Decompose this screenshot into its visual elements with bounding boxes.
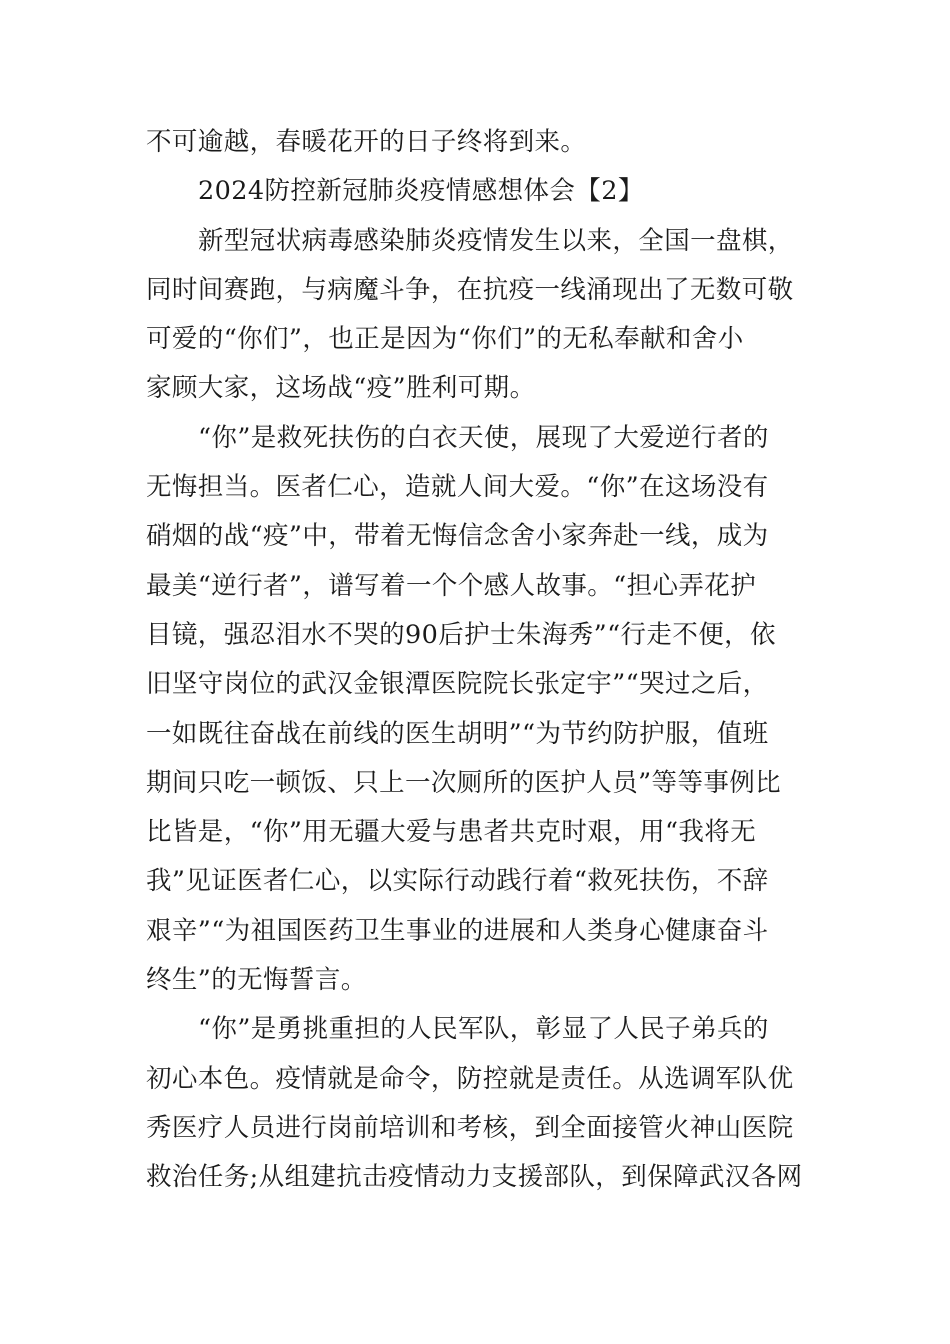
text-line: 可爱的“你们”，也正是因为“你们”的无私奉献和舍小 xyxy=(146,324,744,355)
text-line: 新型冠状病毒感染肺炎疫情发生以来，全国一盘棋， xyxy=(198,225,794,256)
text-line: 比皆是，“你”用无疆大爱与患者共克时艰，用“我将无 xyxy=(146,817,757,848)
text-line: 期间只吃一顿饭、只上一次厕所的医护人员”等等事例比 xyxy=(146,767,782,798)
text-line: “你”是救死扶伤的白衣天使，展现了大爱逆行者的 xyxy=(198,422,769,453)
text-line: 艰辛”“为祖国医药卫生事业的进展和人类身心健康奋斗 xyxy=(146,915,769,946)
text-line: 一如既往奋战在前线的医生胡明”“为节约防护服，值班 xyxy=(146,718,769,749)
text-line: 家顾大家，这场战“疫”胜利可期。 xyxy=(146,373,536,404)
text-line: 同时间赛跑，与病魔斗争，在抗疫一线涌现出了无数可敬 xyxy=(146,274,794,305)
text-line: 不可逾越，春暖花开的日子终将到来。 xyxy=(146,127,587,157)
text-line: 2024防控新冠肺炎疫情感想体会【2】 xyxy=(198,176,644,207)
text-line: 旧坚守岗位的武汉金银潭医院院长张定宇”“哭过之后， xyxy=(146,669,769,700)
text-line: 目镜，强忍泪水不哭的90后护士朱海秀”“行走不便，依 xyxy=(146,619,776,650)
text-line: 救治任务;从组建抗击疫情动力支援部队，到保障武汉各网 xyxy=(146,1162,803,1193)
text-line: 初心本色。疫情就是命令，防控就是责任。从选调军队优 xyxy=(146,1063,794,1094)
text-line: 终生”的无悔誓言。 xyxy=(146,965,367,996)
text-line: 秀医疗人员进行岗前培训和考核，到全面接管火神山医院 xyxy=(146,1112,794,1143)
text-line: 我”见证医者仁心，以实际行动践行着“救死扶伤，不辞 xyxy=(146,866,769,897)
text-line: 最美“逆行者”，谱写着一个个感人故事。“担心弄花护 xyxy=(146,570,757,601)
text-line: 无悔担当。医者仁心，造就人间大爱。“你”在这场没有 xyxy=(146,472,769,503)
document-body xyxy=(146,118,806,1203)
text-line: 硝烟的战“疫”中，带着无悔信念舍小家奔赴一线，成为 xyxy=(146,521,769,552)
text-line: “你”是勇挑重担的人民军队，彰显了人民子弟兵的 xyxy=(198,1014,769,1045)
